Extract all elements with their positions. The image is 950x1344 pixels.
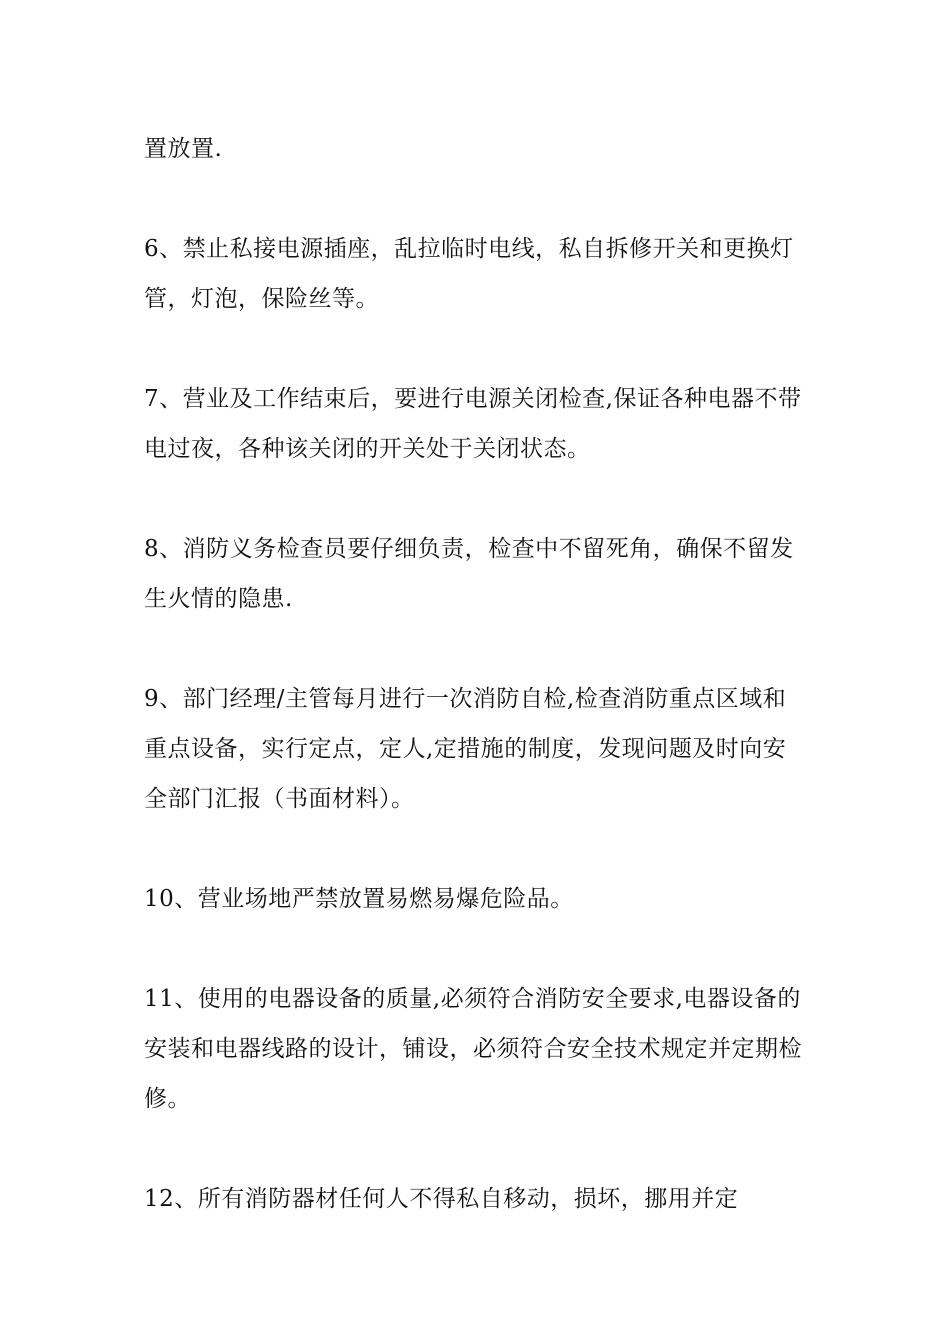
paragraph-item-8: 8、消防义务检查员要仔细负责，检查中不留死角，确保不留发生火情的隐患.	[144, 536, 794, 612]
paragraph-item-12: 12、所有消防器材任何人不得私自移动，损坏，挪用并定	[144, 1186, 739, 1212]
paragraph-continuation: 置放置.	[144, 136, 223, 162]
paragraph-item-10: 10、营业场地严禁放置易燃易爆危险品。	[144, 886, 574, 912]
document-body	[144, 124, 809, 1224]
paragraph-item-9: 9、部门经理/主管每月进行一次消防自检,检查消防重点区域和重点设备，实行定点，定人,定措施的制度，发现问题及时向安全部门汇报（书面材料）。	[144, 686, 787, 812]
paragraph-item-7: 7、营业及工作结束后，要进行电源关闭检查,保证各种电器不带电过夜，各种该关闭的开关处于关闭状态。	[144, 386, 802, 462]
paragraph-item-6: 6、禁止私接电源插座，乱拉临时电线，私自拆修开关和更换灯管，灯泡，保险丝等。	[144, 236, 794, 312]
paragraph-item-11: 11、使用的电器设备的质量,必须符合消防安全要求,电器设备的安装和电器线路的设计，铺设，必须符合安全技术规定并定期检修。	[144, 986, 802, 1112]
